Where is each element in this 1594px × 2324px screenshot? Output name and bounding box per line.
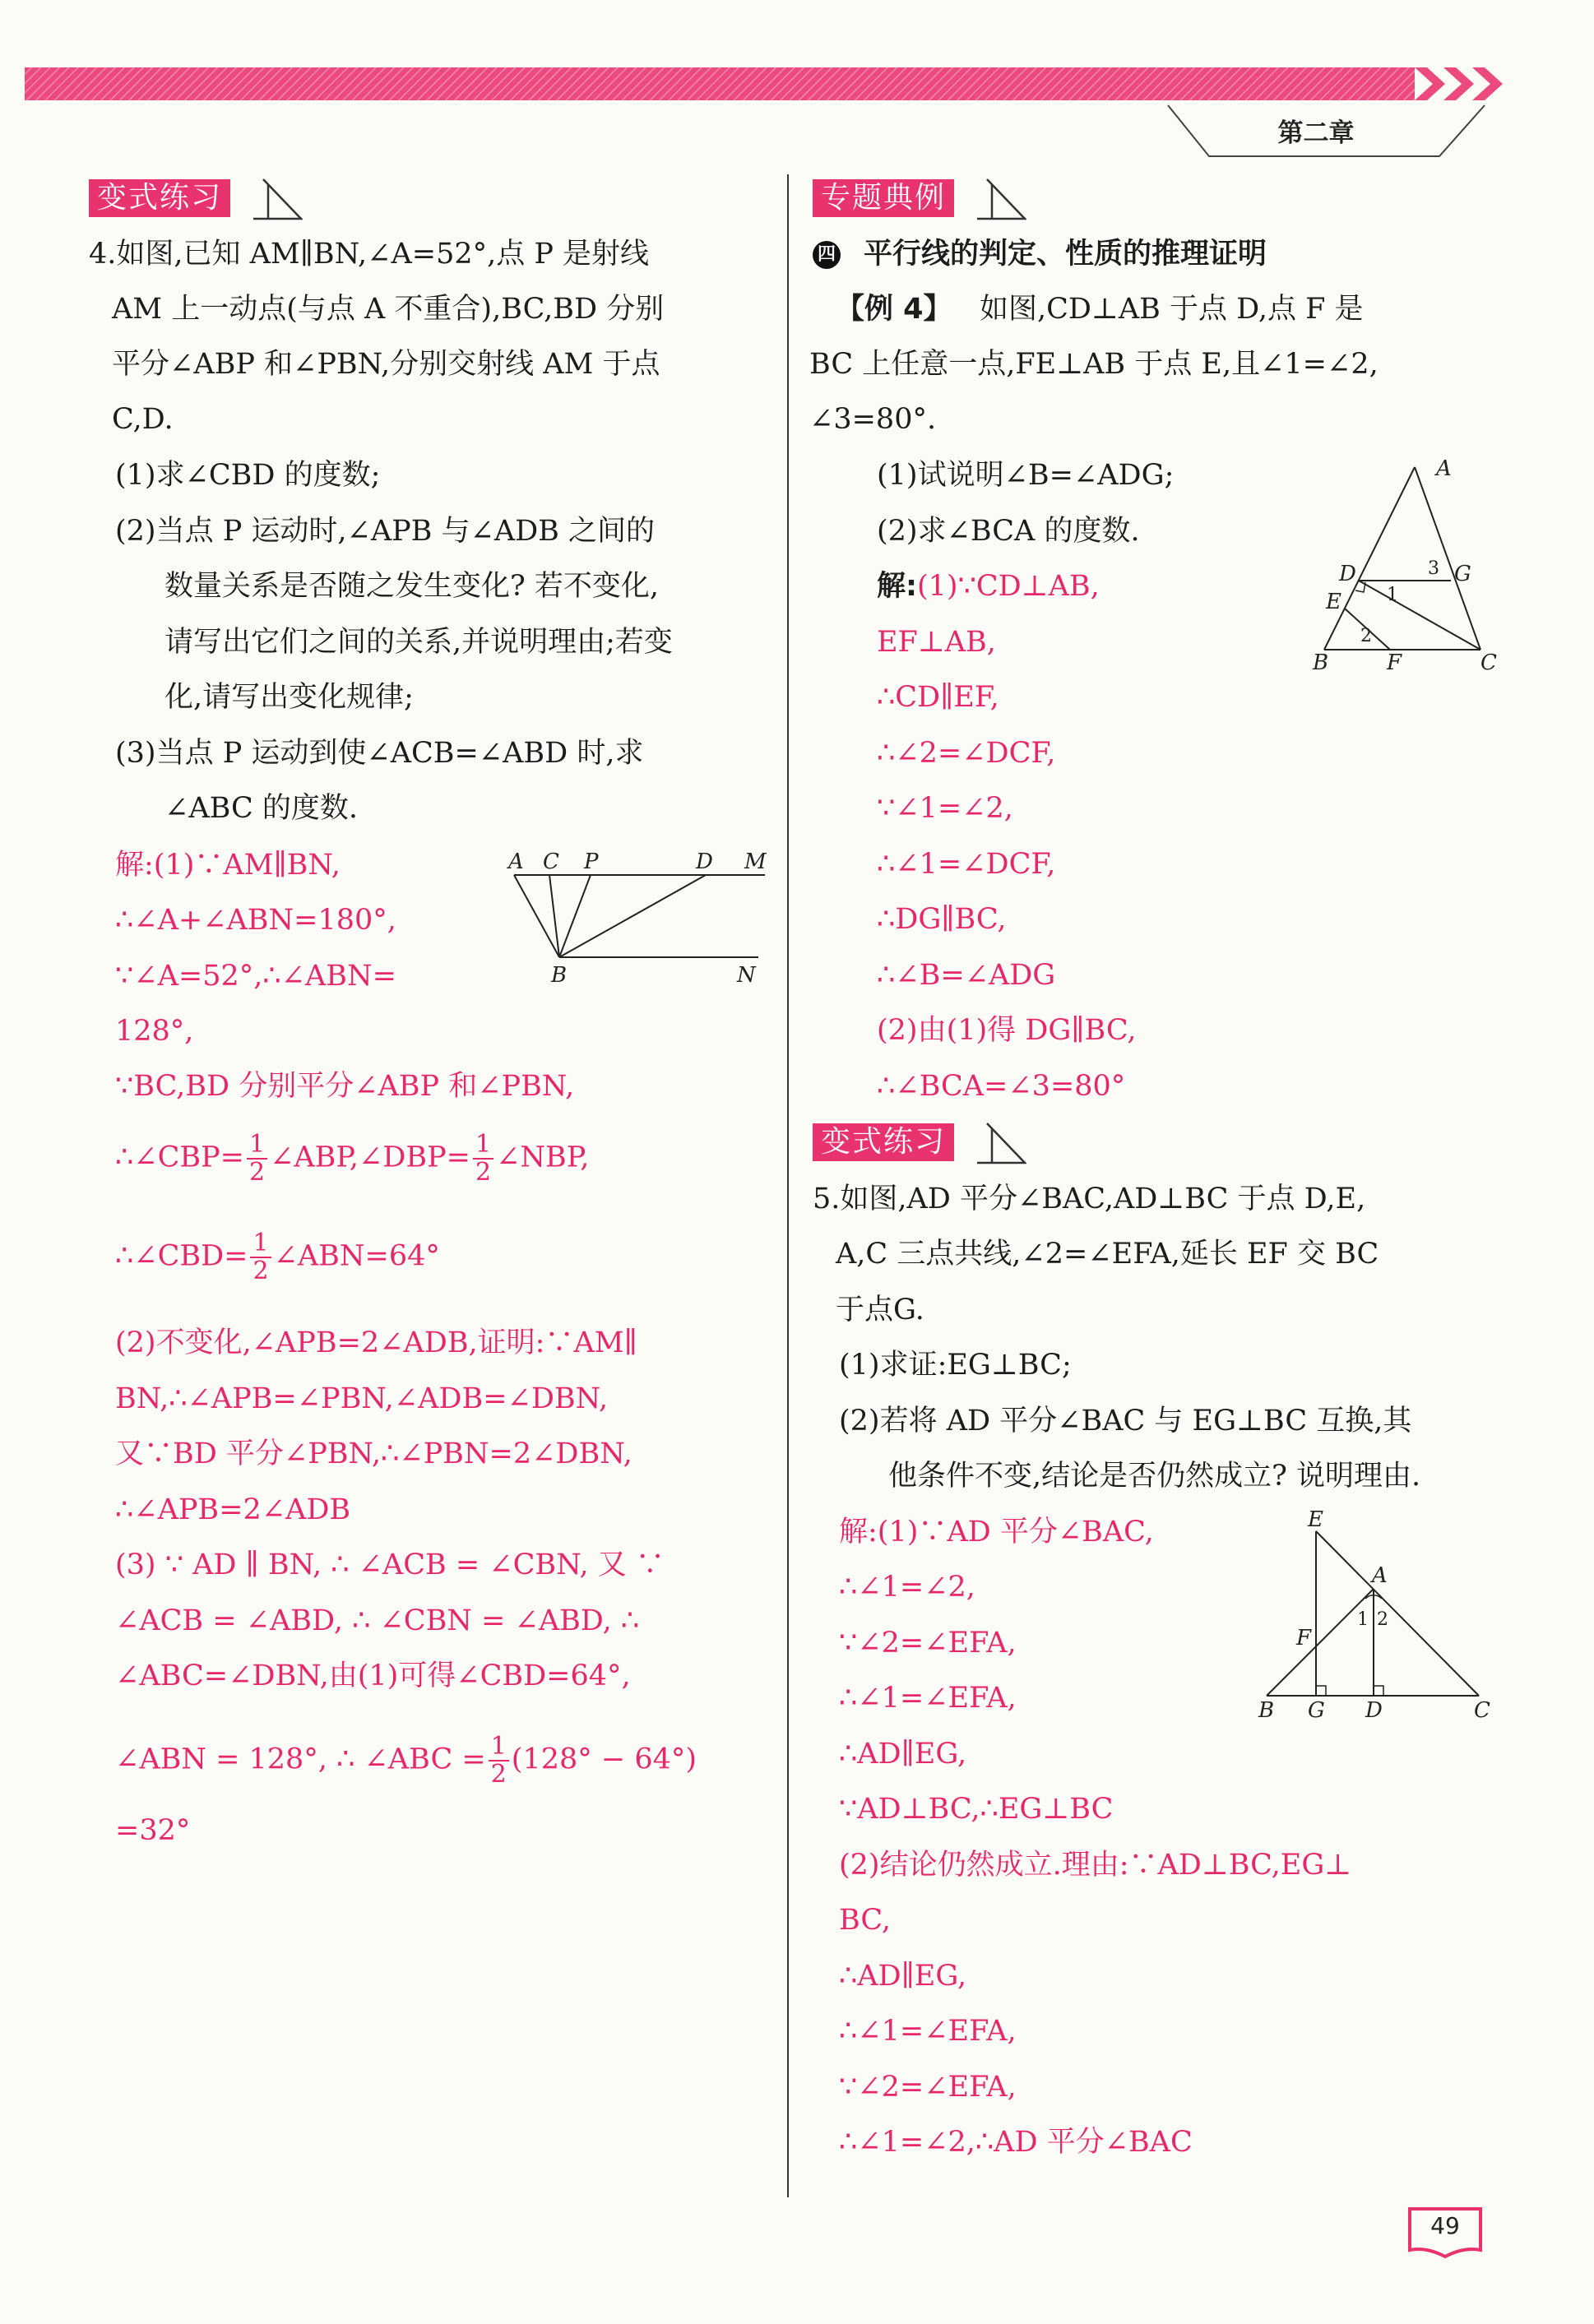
problem4-line: 数量关系是否随之发生变化? 若不变化, — [164, 570, 660, 603]
solution4-line-fraction: ∴∠CBD= $\frac{1}{2}$ ∠ABN=64° — [115, 1229, 440, 1285]
example4-line: BC 上任意一点,FE⊥AB 于点 E,且∠1=∠2, — [809, 348, 1379, 381]
column-divider — [787, 174, 789, 2197]
solution-ex4-line: ∴CD∥EF, — [877, 681, 999, 714]
fig2-label-F: F — [1387, 650, 1402, 675]
solution5-line: ∵∠2=∠EFA, — [839, 1627, 1017, 1660]
fig3-label-C: C — [1474, 1698, 1490, 1723]
figure-triangle-problem5 — [1258, 1507, 1505, 1723]
solution-ex4-line: ∴∠1=∠DCF, — [877, 848, 1056, 881]
tag-label: 变式练习 — [813, 1123, 954, 1161]
page-number: 49 — [1430, 2212, 1460, 2239]
solution4-line: ∴∠A+∠ABN=180°, — [115, 904, 396, 937]
solution5-line: ∴∠1=∠2, — [839, 1571, 975, 1604]
solution5-line: (2)结论仍然成立.理由:∵AD⊥BC,EG⊥ — [839, 1849, 1352, 1882]
figure-triangle-example4 — [1308, 451, 1505, 673]
solution4-line: =32° — [115, 1814, 191, 1847]
solution5-line: 解:(1)∵AD 平分∠BAC, — [839, 1516, 1154, 1549]
solution-ex4-line: ∴∠B=∠ADG — [877, 959, 1056, 992]
solution-ex4-line: ∴∠BCA=∠3=80° — [877, 1070, 1126, 1103]
solution5-line: ∵∠2=∠EFA, — [839, 2071, 1017, 2104]
fig2-label-1: 1 — [1387, 585, 1398, 605]
tag-label: 专题典例 — [813, 179, 954, 217]
header-band — [25, 64, 1522, 105]
problem4-line: (2)当点 P 运动时,∠APB 与∠ADB 之间的 — [115, 515, 656, 548]
solution4-line: ∠ACB = ∠ABD, ∴ ∠CBN = ∠ABD, ∴ — [115, 1604, 640, 1637]
problem5-line: (1)求证:EG⊥BC; — [839, 1349, 1072, 1382]
solution4-line: BN,∴∠APB=∠PBN,∠ADB=∠DBN, — [115, 1382, 609, 1415]
fig2-label-A: A — [1436, 456, 1452, 481]
solution-ex4-line: EF⊥AB, — [877, 626, 996, 659]
fig1-label-P: P — [584, 850, 599, 874]
problem5-line: 他条件不变,结论是否仍然成立? 说明理由. — [888, 1460, 1421, 1493]
fig3-label-D: D — [1365, 1698, 1383, 1723]
solution5-line: BC, — [839, 1904, 892, 1937]
solution5-line: ∴∠1=∠2,∴AD 平分∠BAC — [839, 2126, 1193, 2159]
solution4-line: ∵∠A=52°,∴∠ABN= — [115, 960, 396, 993]
figure-parallel-rays — [493, 844, 773, 1000]
solution4-line: (3) ∵ AD ∥ BN, ∴ ∠ACB = ∠CBN, 又 ∵ — [115, 1549, 665, 1581]
fig2-label-3: 3 — [1428, 558, 1439, 579]
problem4-line: 平分∠ABP 和∠PBN,分别交射线 AM 于点 — [112, 348, 660, 381]
problem4-line: (1)求∠CBD 的度数; — [115, 459, 381, 492]
fig2-label-D: D — [1339, 562, 1356, 586]
fraction-half: $\frac{1}{2}$ — [473, 1132, 493, 1186]
topic-number-icon: 四 — [813, 241, 841, 269]
topic-heading — [813, 236, 1267, 272]
problem4-line: ∠ABC 的度数. — [164, 792, 359, 825]
example4-line: 【例 4】 如图,CD⊥AB 于点 D,点 F 是 — [836, 293, 1364, 326]
fig3-label-B: B — [1258, 1698, 1275, 1723]
problem4-line: AM 上一动点(与点 A 不重合),BC,BD 分别 — [112, 293, 665, 326]
example4-line: (2)求∠BCA 的度数. — [877, 515, 1140, 548]
tag-arrow-icon — [977, 1122, 1026, 1164]
fig1-label-D: D — [696, 850, 713, 874]
tag-label: 变式练习 — [89, 179, 230, 217]
chapter-label: 第二章 — [1277, 118, 1355, 148]
fraction-half: $\frac{1}{2}$ — [489, 1734, 509, 1788]
fraction-half: $\frac{1}{2}$ — [247, 1132, 267, 1186]
problem5-line: (2)若将 AD 平分∠BAC 与 EG⊥BC 互换,其 — [839, 1405, 1412, 1437]
solution4-line: ∴∠APB=2∠ADB — [115, 1493, 351, 1526]
problem5-line: A,C 三点共线,∠2=∠EFA,延长 EF 交 BC — [836, 1238, 1379, 1271]
fig3-label-E: E — [1308, 1507, 1323, 1532]
example4-line: (1)试说明∠B=∠ADG; — [877, 459, 1175, 492]
fig1-label-M: M — [744, 850, 767, 874]
solution-ex4-line: ∴DG∥BC, — [877, 903, 1007, 936]
fig3-label-1: 1 — [1357, 1609, 1369, 1630]
fig2-label-C: C — [1480, 650, 1497, 675]
solution4-line-fractions: ∴∠CBP= $\frac{1}{2}$ ∠ABP,∠DBP= $\frac{1}{2}$ ∠NBP, — [115, 1130, 590, 1187]
solution5-line: ∴∠1=∠EFA, — [839, 1682, 1017, 1715]
solution4-line: 又∵BD 平分∠PBN,∴∠PBN=2∠DBN, — [115, 1437, 633, 1470]
problem5-line: 于点G. — [836, 1294, 924, 1326]
solution5-line: ∴AD∥EG, — [839, 1960, 967, 1993]
solution4-line: 128°, — [115, 1015, 194, 1048]
fig1-label-C: C — [543, 850, 559, 874]
fig2-label-E: E — [1326, 590, 1341, 614]
fig2-label-B: B — [1313, 650, 1329, 675]
problem4-line: (3)当点 P 运动到使∠ACB=∠ABD 时,求 — [115, 737, 644, 770]
fig3-label-A: A — [1372, 1563, 1388, 1588]
solution4-line: ∠ABC=∠DBN,由(1)可得∠CBD=64°, — [115, 1660, 631, 1692]
solution4-line: 解:(1)∵AM∥BN, — [115, 849, 341, 882]
fig1-label-A: A — [508, 850, 524, 874]
solution5-line: ∴∠1=∠EFA, — [839, 2015, 1017, 2048]
fig2-label-2: 2 — [1360, 626, 1372, 646]
problem4-line: 请写出它们之间的关系,并说明理由;若变 — [164, 626, 673, 659]
fig3-label-G: G — [1308, 1698, 1325, 1723]
fig3-label-F: F — [1296, 1626, 1312, 1650]
fig3-label-2: 2 — [1377, 1609, 1388, 1630]
topic-title: 平行线的判定、性质的推理证明 — [864, 238, 1267, 271]
problem5-line: 5.如图,AD 平分∠BAC,AD⊥BC 于点 D,E, — [813, 1183, 1366, 1215]
example4-line: ∠3=80°. — [809, 403, 937, 436]
solution-ex4-line: (2)由(1)得 DG∥BC, — [877, 1014, 1137, 1047]
problem4-line: 化,请写出变化规律; — [164, 681, 414, 714]
solution4-line: (2)不变化,∠APB=2∠ADB,证明:∵AM∥ — [115, 1326, 637, 1359]
solution5-line: ∴AD∥EG, — [839, 1738, 967, 1771]
solution-ex4-line: ∴∠2=∠DCF, — [877, 737, 1056, 770]
fig1-label-N: N — [737, 963, 756, 988]
problem4-line: C,D. — [112, 403, 174, 436]
fraction-half: $\frac{1}{2}$ — [250, 1230, 271, 1285]
tag-arrow-icon — [253, 178, 303, 220]
fig1-label-B: B — [551, 963, 568, 988]
solution4-line: ∵BC,BD 分别平分∠ABP 和∠PBN, — [115, 1070, 575, 1103]
solution4-line-fraction: ∠ABN = 128°, ∴ ∠ABC = $\frac{1}{2}$ (128° − 64°) — [115, 1732, 697, 1789]
solution5-line: ∵AD⊥BC,∴EG⊥BC — [839, 1793, 1114, 1826]
problem4-line: 4.如图,已知 AM∥BN,∠A=52°,点 P 是射线 — [89, 238, 650, 271]
fig2-label-G: G — [1454, 562, 1471, 586]
solution-ex4-line: 解:(1)∵CD⊥AB, — [877, 570, 1100, 603]
tag-arrow-icon — [977, 178, 1026, 220]
solution-ex4-line: ∵∠1=∠2, — [877, 792, 1013, 825]
